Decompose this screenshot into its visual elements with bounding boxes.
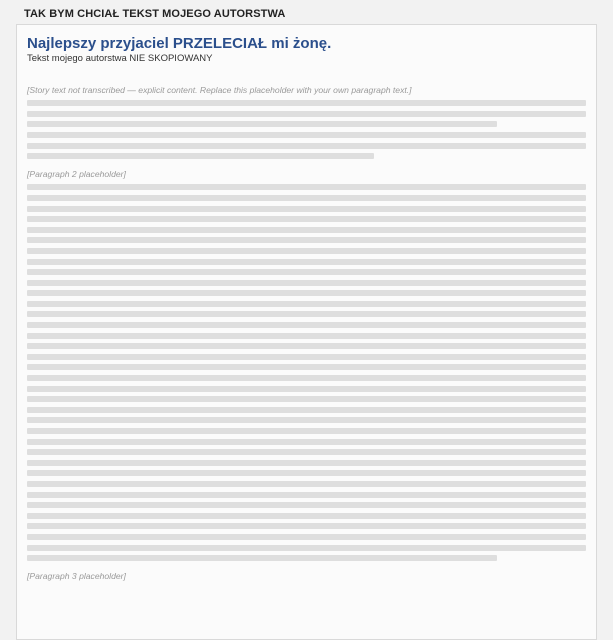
article-paragraph: [Story text not transcribed — explicit content. Replace this placeholder with your own paragraph text.] [27, 85, 412, 95]
article-title: Najlepszy przyjaciel PRZELECIAŁ mi żonę. [27, 35, 332, 52]
page-header: TAK BYM CHCIAŁ TEKST MOJEGO AUTORSTWA [24, 8, 286, 20]
article-subtitle: Tekst mojego autorstwa NIE SKOPIOWANY [27, 53, 213, 64]
article-paragraph: [Paragraph 2 placeholder] [27, 169, 126, 180]
article-paragraph: [Paragraph 3 placeholder] [27, 571, 126, 582]
article-body [27, 85, 586, 582]
text-placeholder-block [27, 100, 586, 159]
text-placeholder-block [27, 184, 586, 561]
article-panel [16, 24, 597, 640]
